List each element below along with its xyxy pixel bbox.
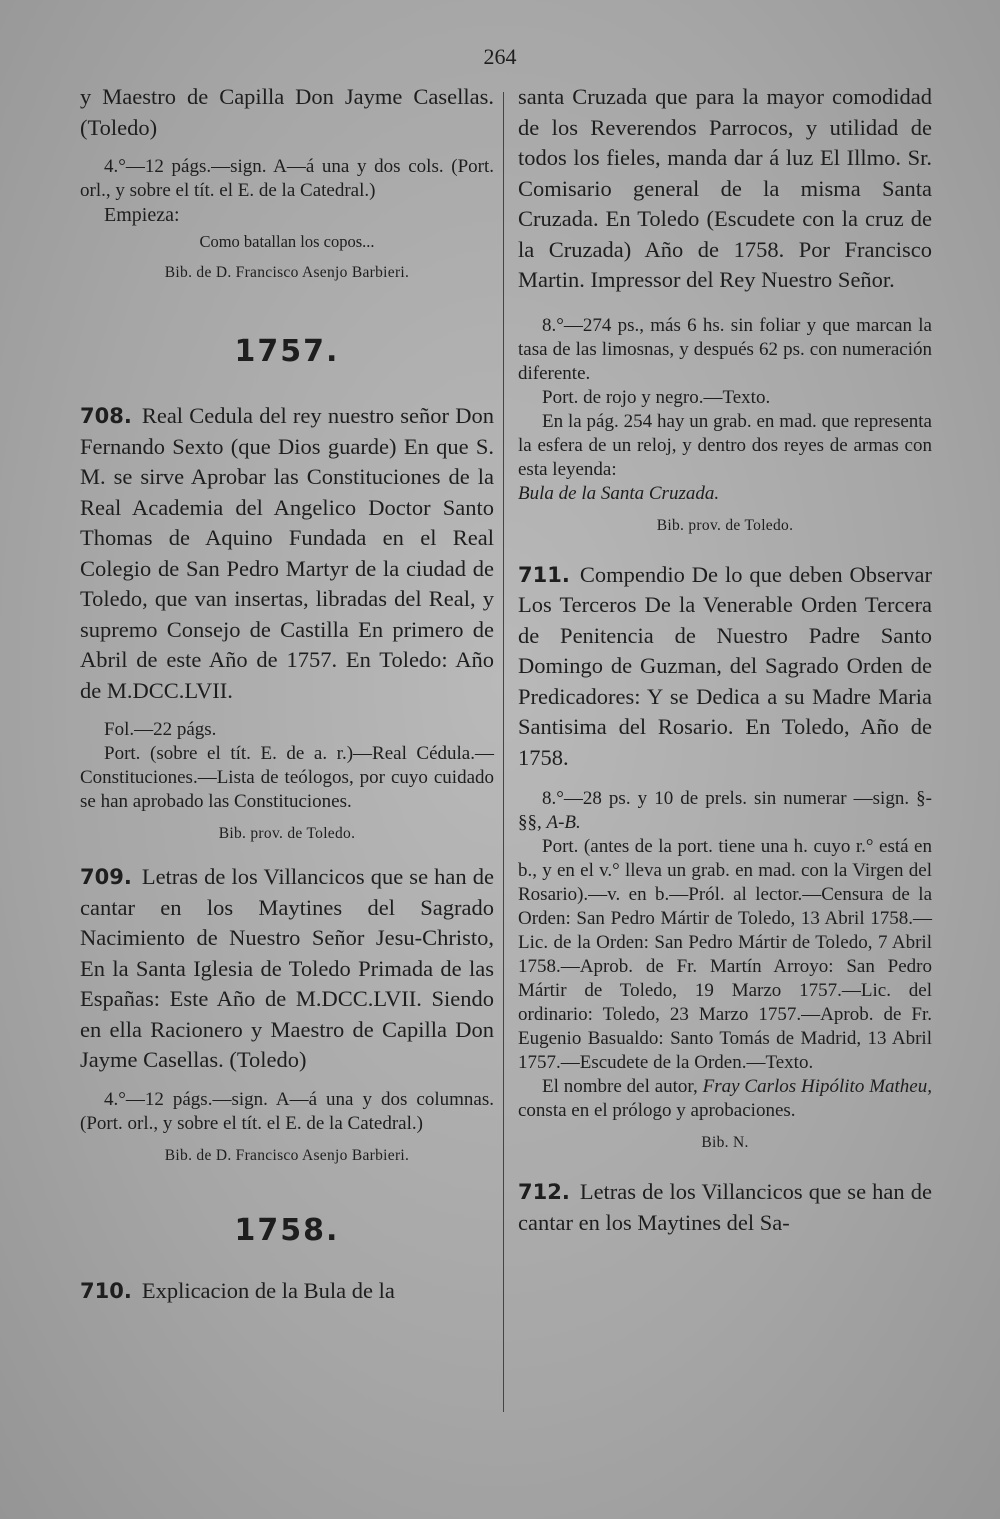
entry-709-title: 709. Letras de los Villancicos que se han de cantar en los Maytines del Sagrado Nacimiento de Nuestro Señor Jesu-Christo, En la Santa Iglesia de Toledo Primada de las Españas: Este Año de M.DCC.LVII. Siendo en ella Racionero y Maestro de Capilla Don Jayme Casellas. (Toledo) bbox=[80, 864, 494, 1072]
entry-709-number: 709. bbox=[80, 865, 132, 889]
entry-711-number: 711. bbox=[518, 562, 570, 587]
incipit: Como batallan los copos... bbox=[199, 232, 375, 251]
year-heading-1757: 1757. bbox=[234, 334, 340, 369]
page-number: 264 bbox=[483, 44, 517, 69]
entry-711-description: 8.°—28 ps. y 10 de prels. sin numerar —sign. §-§§, A-B. Port. (antes de la port. tiene una h. cuyo r.° está en b., y en el v.° lleva un grab. en mad. con la Virgen del Rosario).—v. en b.—Pról. al lector.—Censura de la Orden: San Pedro Mártir de Toledo, 13 Abril 1758.—Lic. de la Orden: San Pedro Mártir de Toledo, 7 Abril 1758.—Aprob. de Fr. Martín Arroyo: San Pedro Mártir de Toledo, 19 Marzo 1757.—Lic. del ordinario: Toledo, 23 Marzo 1757.—Aprob. de Fr. Eugenio Basualdo: Santo Tomás de Madrid, 13 Abril 1757.—Escudete de la Orden.—Texto. El nombre del autor, Fray Carlos Hipólito Matheu, consta en el prólogo y aprobaciones. Bib. N. bbox=[518, 787, 932, 1155]
empieza-label: Empieza: bbox=[104, 204, 180, 226]
entry-710-number: 710. bbox=[80, 1278, 132, 1303]
woodcut-legend: Bula de la Santa Cruzada. bbox=[518, 482, 720, 504]
entry-711-title: 711. Compendio De lo que deben Observar Los Terceros De la Venerable Orden Tercera de Penitencia de Nuestro Padre Santo Domingo de Guzman, del Sagrado Orden de Predicadores: Y se Dedica a su Madre Maria Santisima del Rosario. En Toledo, Año de 1758. bbox=[518, 561, 932, 770]
year-heading-1758: 1758. bbox=[234, 1212, 340, 1248]
entry-707-citation: Bib. de D. Francisco Asenjo Barbieri. bbox=[164, 264, 410, 281]
entry-707-description: 4.°—12 págs.—sign. A—á una y dos cols. (Port. orl., y sobre el tít. el E. de la Catedral.) Empieza: Como batallan los copos... Bib. de D. Francisco Asenjo Barbieri. bbox=[80, 155, 494, 285]
entry-712-title-start: 712. Letras de los Villancicos que se han de cantar en los Maytines del Sa- bbox=[518, 1179, 932, 1235]
entry-712-number: 712. bbox=[518, 1180, 570, 1204]
entry-710-title-start: 710. Explicacion de la Bula de la bbox=[80, 1277, 395, 1303]
entry-710-title-continuation: santa Cruzada que para la mayor comodidad de los Reverendos Parrocos, y utilidad de todos los fieles, manda dar á luz El Illmo. Sr. Comisario general de la misma Santa Cruzada. En Toledo (Escudete con la cruz de la Cruzada) Año de 1758. Por Francisco Martin. Impressor del Rey Nuestro Señor. bbox=[518, 84, 932, 292]
entry-710-citation: Bib. prov. de Toledo. bbox=[656, 516, 794, 534]
entry-709-citation: Bib. de D. Francisco Asenjo Barbieri. bbox=[164, 1146, 410, 1164]
entry-707-continuation: y Maestro de Capilla Don Jayme Casellas. (Toledo) bbox=[80, 84, 494, 140]
right-column bbox=[518, 82, 932, 1238]
entry-708-description: Fol.—22 págs. Port. (sobre el tít. E. de a. r.)—Real Cédula.—Constituciones.—Lista de teólogos, por cuyo cuidado se han aprobado las Constituciones. Bib. prov. de Toledo. bbox=[80, 718, 494, 846]
column-divider bbox=[503, 92, 504, 1412]
entry-709-description: 4.°—12 págs.—sign. A—á una y dos columnas. (Port. orl., y sobre el tít. el E. de la Catedral.) Bib. de D. Francisco Asenjo Barbieri. bbox=[80, 1088, 494, 1168]
entry-708-number: 708. bbox=[80, 404, 132, 428]
left-column bbox=[80, 82, 494, 1306]
entry-710-description: 8.°—274 ps., más 6 hs. sin foliar y que marcan la tasa de las limosnas, y después 62 ps. con numeración diferente. Port. de rojo y negro.—Texto. En la pág. 254 hay un grab. en mad. que representa la esfera de un reloj, y dentro dos reyes de armas con esta leyenda: Bula de la Santa Cruzada. Bib. prov. de Toledo. bbox=[518, 314, 932, 538]
entry-711-citation: Bib. N. bbox=[701, 1134, 749, 1151]
entry-708-citation: Bib. prov. de Toledo. bbox=[218, 825, 356, 842]
entry-708-title: 708. Real Cedula del rey nuestro señor Don Fernando Sexto (que Dios guarde) En que S. M. se sirve Aprobar las Constituciones de la Real Academia del Angelico Doctor Santo Thomas de Aquino Fundada en el Real Colegio de San Pedro Martyr de la ciudad de Toledo, que van insertas, libradas del Real, y supremo Consejo de Castilla En primero de Abril de este Año de 1757. En Toledo: Año de M.DCC.LVII. bbox=[80, 403, 494, 703]
author-note: El nombre del autor, Fray Carlos Hipólito Matheu, consta en el prólogo y aprobaciones. bbox=[518, 1076, 932, 1121]
